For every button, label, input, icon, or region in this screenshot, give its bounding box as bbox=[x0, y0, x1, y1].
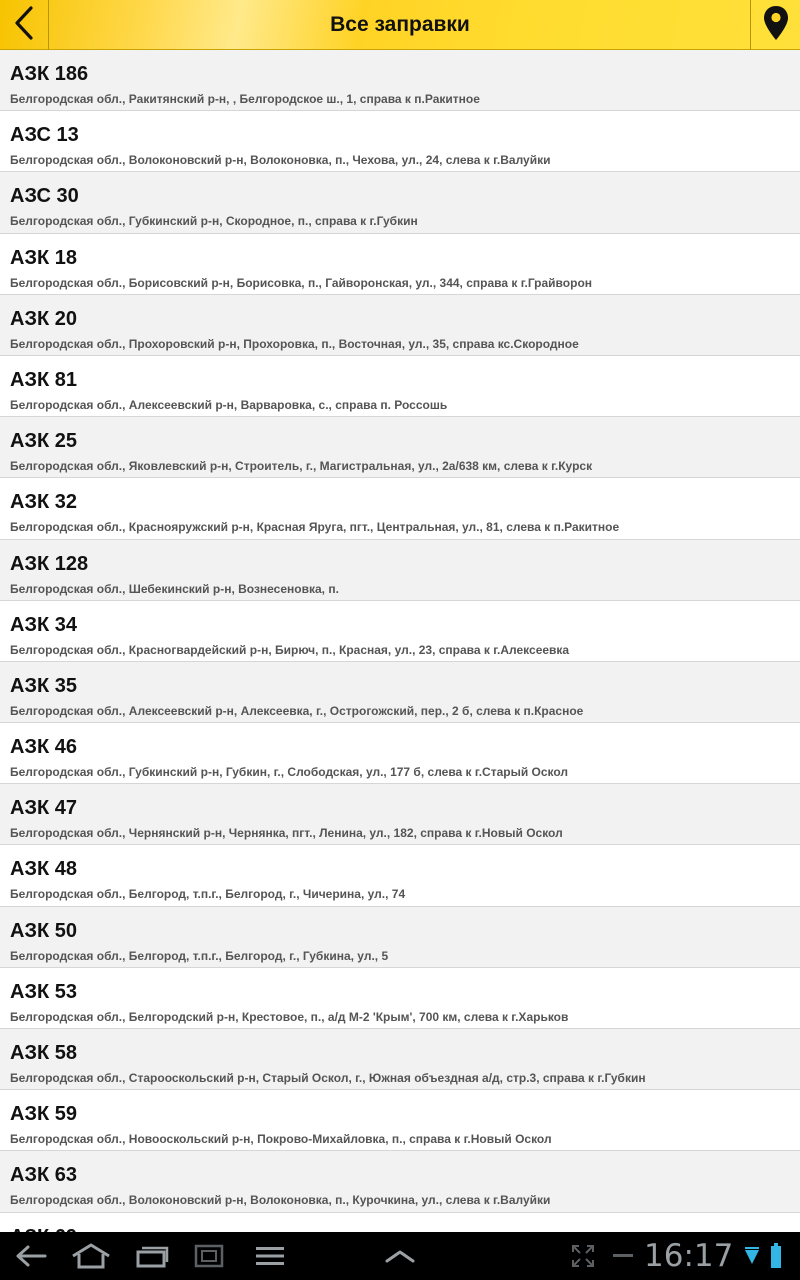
station-address: Белгородская обл., Краснояружский р-н, Красная Яруга, пгт., Центральная, ул., 81, слева к п.Ракитное bbox=[10, 520, 620, 535]
station-name: АЗК 50 bbox=[10, 919, 77, 942]
back-button[interactable] bbox=[0, 0, 49, 50]
station-name: АЗК 47 bbox=[10, 797, 77, 820]
station-name: АЗК 59 bbox=[10, 1103, 77, 1126]
menu-icon[interactable] bbox=[250, 1232, 290, 1280]
station-address: Белгородская обл., Борисовский р-н, Борисовка, п., Гайворонская, ул., 344, справа к г.Грайворон bbox=[10, 275, 593, 290]
station-name: АЗК 20 bbox=[10, 307, 77, 330]
list-item[interactable] bbox=[0, 478, 800, 539]
station-address: Белгородская обл., Шебекинский р-н, Вознесеновка, п. bbox=[10, 581, 339, 596]
station-address: Белгородская обл., Белгородский р-н, Крестовое, п., а/д М-2 'Крым', 700 км, слева к г.Харьков bbox=[10, 1009, 569, 1024]
station-name: АЗК 35 bbox=[10, 674, 77, 697]
list-item[interactable] bbox=[0, 356, 800, 417]
station-name: АЗК 46 bbox=[10, 736, 77, 759]
station-address: Белгородская обл., Старооскольский р-н, Старый Оскол, г., Южная объездная а/д, стр.3, справа к г.Губкин bbox=[10, 1071, 646, 1085]
list-item[interactable] bbox=[0, 50, 800, 111]
station-address: Белгородская обл., Волоконовский р-н, Волоконовка, п., Курочкина, ул., слева к г.Валуйки bbox=[10, 1193, 551, 1208]
station-address: Белгородская обл., Губкинский р-н, Скородное, п., справа к г.Губкин bbox=[10, 214, 418, 229]
map-pin-icon bbox=[763, 5, 789, 46]
chevron-left-icon bbox=[13, 6, 35, 45]
list-item[interactable] bbox=[0, 172, 800, 233]
list-item[interactable] bbox=[0, 723, 800, 784]
station-name: АЗК 48 bbox=[10, 858, 77, 881]
system-navigation-bar bbox=[0, 1232, 800, 1280]
minimize-icon[interactable] bbox=[610, 1232, 636, 1280]
battery-icon bbox=[766, 1232, 786, 1280]
list-item[interactable] bbox=[0, 417, 800, 478]
page-title: Все заправки bbox=[330, 13, 470, 36]
station-name: АЗК 63 bbox=[10, 1164, 77, 1187]
list-item[interactable] bbox=[0, 1029, 800, 1090]
station-name: АЗК 18 bbox=[10, 246, 77, 269]
list-item[interactable] bbox=[0, 111, 800, 172]
station-address: Белгородская обл., Чернянский р-н, Чернянка, пгт., Ленина, ул., 182, справа к г.Новый Оскол bbox=[10, 826, 563, 841]
list-item[interactable] bbox=[0, 845, 800, 906]
list-item[interactable] bbox=[0, 601, 800, 662]
station-address: Белгородская обл., Алексеевский р-н, Алексеевка, г., Острогожский, пер., 2 б, слева к п.Красное bbox=[10, 703, 584, 718]
station-name: АЗК 53 bbox=[10, 980, 77, 1003]
list-item[interactable] bbox=[0, 295, 800, 356]
station-address: Белгородская обл., Новооскольский р-н, Покрово-Михайловка, п., справа к г.Новый Оскол bbox=[10, 1132, 552, 1147]
home-icon[interactable] bbox=[68, 1232, 114, 1280]
map-button[interactable] bbox=[750, 0, 800, 50]
station-address: Белгородская обл., Белгород, т.п.г., Белгород, г., Губкина, ул., 5 bbox=[10, 948, 389, 963]
app-header bbox=[0, 0, 800, 50]
station-address: Белгородская обл., Красногвардейский р-н, Бирюч, п., Красная, ул., 23, справа к г.Алексеевка bbox=[10, 642, 570, 657]
station-address: Белгородская обл., Алексеевский р-н, Варваровка, с., справа п. Россошь bbox=[10, 397, 448, 412]
clock-display: 16:17 bbox=[644, 1238, 734, 1274]
list-item[interactable] bbox=[0, 540, 800, 601]
wifi-icon bbox=[742, 1232, 762, 1280]
station-name: АЗК 81 bbox=[10, 368, 77, 391]
station-name: АЗК 34 bbox=[10, 613, 77, 636]
list-item[interactable] bbox=[0, 907, 800, 968]
list-item[interactable] bbox=[0, 662, 800, 723]
station-list[interactable] bbox=[0, 50, 800, 1232]
list-item[interactable] bbox=[0, 1151, 800, 1212]
station-address: Белгородская обл., Яковлевский р-н, Строитель, г., Магистральная, ул., 2а/638 км, слева к г.Курск bbox=[10, 459, 593, 474]
list-item[interactable] bbox=[0, 234, 800, 295]
station-address: Белгородская обл., Ракитянский р-н, , Белгородское ш., 1, справа к п.Ракитное bbox=[10, 92, 480, 106]
station-name: АЗС 13 bbox=[10, 124, 79, 147]
list-item[interactable] bbox=[0, 784, 800, 845]
station-address: Белгородская обл., Прохоровский р-н, Прохоровка, п., Восточная, ул., 35, справа кс.Скородное bbox=[10, 336, 579, 351]
station-name: АЗК 186 bbox=[10, 63, 89, 85]
chevron-up-icon[interactable] bbox=[380, 1232, 420, 1280]
back-icon[interactable] bbox=[10, 1232, 52, 1280]
fullscreen-icon[interactable] bbox=[568, 1232, 598, 1280]
station-name: АЗК 58 bbox=[10, 1042, 77, 1064]
station-address: Белгородская обл., Белгород, т.п.г., Белгород, г., Чичерина, ул., 74 bbox=[10, 887, 406, 902]
station-name: АЗС 30 bbox=[10, 185, 79, 208]
list-item[interactable] bbox=[0, 1090, 800, 1151]
screenshot-icon[interactable] bbox=[190, 1232, 228, 1280]
station-address: Белгородская обл., Волоконовский р-н, Волоконовка, п., Чехова, ул., 24, слева к г.Валуйки bbox=[10, 153, 551, 168]
station-name: АЗК 25 bbox=[10, 430, 77, 453]
recent-apps-icon[interactable] bbox=[132, 1232, 172, 1280]
station-name: АЗК 32 bbox=[10, 491, 77, 514]
station-name: АЗК 128 bbox=[10, 552, 89, 575]
station-address: Белгородская обл., Губкинский р-н, Губкин, г., Слободская, ул., 177 б, слева к г.Старый Оскол bbox=[10, 765, 569, 780]
list-item[interactable] bbox=[0, 968, 800, 1029]
